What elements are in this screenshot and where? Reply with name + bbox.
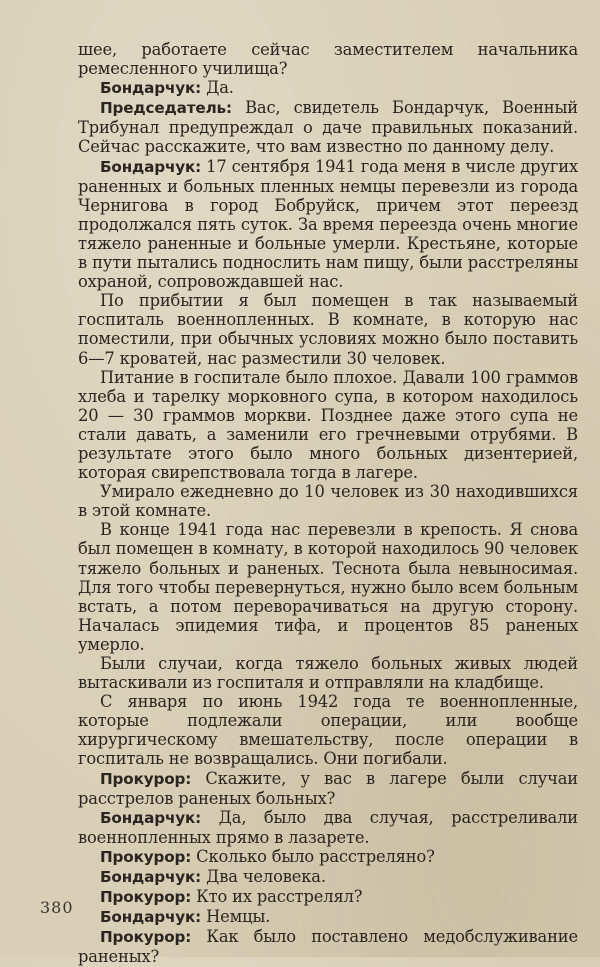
paragraph-11: [78, 769, 578, 808]
paragraph-text: Сколько было расстреляно?: [191, 846, 435, 866]
paragraph-text: В конце 1941 года нас перевезли в крепость. Я снова был помещен в комнату, в которой находилось 90 человек тяжело больных и раненых. Теснота была невыносимая. Для того чтобы перевернуться, нужно было всем больным встать, а потом переворачиваться на другую сторону. Началась эпидемия тифа, и процентов 85 раненых умерло.: [78, 520, 578, 654]
paragraph-17: [78, 927, 578, 966]
paragraph-2: [78, 78, 578, 98]
paragraph-13: [78, 847, 578, 867]
paragraph-text: Скажите, у вас в лагере были случаи расстрелов раненых больных?: [78, 768, 578, 808]
speaker-label: Прокурор:: [100, 888, 192, 907]
speaker-label: Бондарчук:: [100, 868, 202, 887]
speaker-label: Прокурор:: [100, 928, 192, 947]
paragraph-text: Как было поставлено медобслуживание раненых?: [78, 927, 578, 967]
paragraph-1: [78, 40, 578, 78]
paragraph-text: По прибытии я был помещен в так называемый госпиталь военнопленных. В комнате, в которую нас поместили, при обычных условиях можно было поставить 6—7 кроватей, нас разместили 30 человек.: [78, 291, 578, 368]
speaker-label: Прокурор:: [100, 769, 192, 788]
speaker-label: Бондарчук:: [100, 79, 202, 98]
paragraph-text: шее, работаете сейчас заместителем начальника ремесленного училища?: [78, 40, 578, 79]
paragraph-5: [78, 291, 578, 367]
paragraph-3: [78, 98, 578, 156]
speaker-label: Председатель:: [100, 99, 232, 118]
paragraph-14: [78, 867, 578, 887]
paragraph-text: С января по июнь 1942 года те военнопленные, которые подлежали операции, или вообще хирургическому вмешательству, после операции в госпиталь не возвращались. Они погибали.: [78, 692, 578, 769]
paragraph-16: [78, 907, 578, 927]
paragraph-text: Да.: [201, 78, 234, 98]
paragraph-10: [78, 692, 578, 768]
speaker-label: Бондарчук:: [100, 808, 202, 827]
paragraph-8: [78, 520, 578, 654]
speaker-label: Бондарчук:: [100, 908, 202, 927]
paragraph-text: Да, было два случая, расстреливали военнопленных прямо в лазарете.: [78, 807, 578, 847]
paragraph-text: Питание в госпитале было плохое. Давали 100 граммов хлеба и тарелку морковного супа, в котором находилось 20 — 30 граммов моркви. Позднее даже этого супа не стали давать, а заменили его гречневыми отрубями. В результате этого было много больных дизентерией, которая свирепствовала тогда в лагере.: [78, 367, 578, 483]
paragraph-12: [78, 808, 578, 847]
paragraph-text: Немцы.: [201, 907, 271, 927]
paragraph-text: Вас, свидетель Бондарчук, Военный Трибунал предупреждал о даче правильных показаний. Сейчас расскажите, что вам известно по данному делу.: [78, 98, 578, 157]
paragraph-text: Кто их расстрелял?: [191, 887, 363, 907]
paragraph-7: [78, 482, 578, 520]
paragraph-text: Два человека.: [201, 867, 326, 887]
paragraph-15: [78, 887, 578, 907]
paragraph-9: [78, 654, 578, 692]
paragraph-text: 17 сентября 1941 года меня в числе других раненных и больных пленных немцы перевезли из города Чернигова в город Бобруйск, причем этот переезд продолжался пять суток. За время переезда очень многие тяжело раненные и больные умерли. Крестьяне, которые в пути пытались поднослить нам пищу, были расстреляны охраной, сопровождавшей нас.: [78, 156, 578, 292]
page-body: [78, 40, 578, 967]
paragraph-text: Умирало ежедневно до 10 человек из 30 находившихся в этой комнате.: [78, 482, 578, 521]
speaker-label: Прокурор:: [100, 847, 192, 866]
paragraph-4: [78, 157, 578, 292]
paragraph-6: [78, 368, 578, 483]
page-number: 380: [40, 898, 74, 917]
paragraph-text: Были случаи, когда тяжело больных живых людей вытаскивали из госпиталя и отправляли на кладбище.: [78, 654, 578, 693]
speaker-label: Бондарчук:: [100, 157, 202, 176]
